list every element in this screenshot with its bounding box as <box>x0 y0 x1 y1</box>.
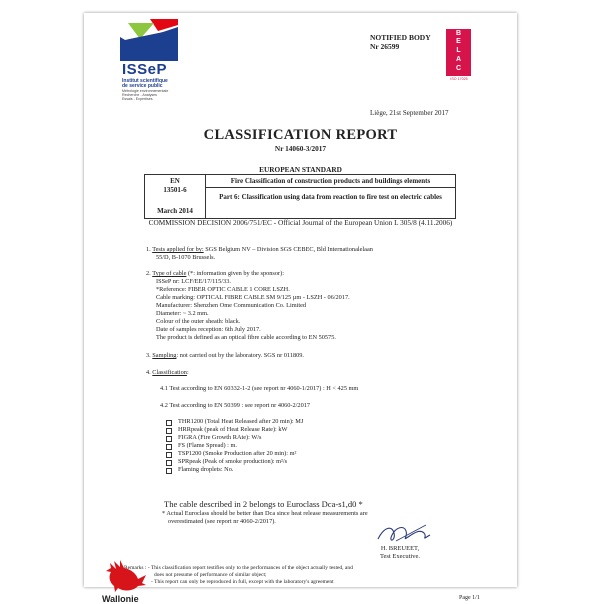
remarks: Remarks : - This classification report testifies only to the performances of the object actually tested, and does not presume of performance of similar object; - This report can only be reproduced in full, except with the laboratory's agreement <box>124 565 353 585</box>
type-line: Diameter: ~ 3.2 mm. <box>156 310 209 317</box>
checkbox-icon <box>166 444 172 450</box>
section-sampling: 3. Sampling: not carried out by the laboratory. SGS nr 011809. <box>146 352 304 359</box>
wallonie-rooster-icon <box>104 559 149 593</box>
param-item: THR1200 (Total Heat Released after 20 min): MJ <box>178 418 303 426</box>
issep-logo-caption: Institut scientifique de service public Métrologie environnementale Recherche - Analyses Essais - Expertises <box>122 78 169 102</box>
param-item: Flaming droplets: No. <box>178 466 233 474</box>
section-type-of-cable: 2. Type of cable (*: information given by the sponsor): <box>146 270 284 277</box>
param-item: HRRpeak (peak of Heat Release Rate): kW <box>178 426 287 434</box>
section-tests-applied: 1. Tests applied for by: SGS Belgium NV – Division SGS CEBEC, Bld Internationalelaan <box>146 246 373 253</box>
type-line: Cable marking: OPTICAL FIBRE CABLE SM 9/125 µm - LSZH - 06/2017. <box>156 294 350 301</box>
euroclass-statement: The cable described in 2 belongs to Euroclass Dca-s1,d0 * <box>164 499 363 509</box>
report-title: CLASSIFICATION REPORT <box>203 127 398 143</box>
type-line: *Reference: FIBER OPTIC CABLE 1 CORE LSZH. <box>156 286 290 293</box>
commission-decision: COMMISSION DECISION 2006/751/EC - Official Journal of the European Union L 305/8 (4.11.2006) <box>148 218 453 227</box>
param-item: FS (Flame Spread) : m. <box>178 442 237 450</box>
checkbox-icon <box>166 436 172 442</box>
report-page <box>84 13 517 604</box>
checkbox-icon <box>166 428 172 434</box>
page-number: Page 1/1 <box>459 595 480 601</box>
type-line: Colour of the outer sheath: black. <box>156 318 241 325</box>
section-classification: 4. Classification: <box>146 369 189 376</box>
type-line: Date of samples reception: 6th July 2017. <box>156 326 261 333</box>
standard-title-cell: Fire Classification of construction products and buildings elements <box>206 175 455 188</box>
standard-code-cell: EN 13501-6 March 2014 <box>145 175 206 218</box>
standard-part-cell: Part 6: Classification using data from reaction to fire test on electric cables <box>219 193 442 201</box>
type-line: The product is defined as an optical fibre cable according to EN 50575. <box>156 334 336 341</box>
european-standard-heading: EUROPEAN STANDARD <box>259 165 342 174</box>
signatory: H. BREUEET, Test Executive. <box>380 545 420 560</box>
param-item: TSP1200 (Smoke Production after 20 min): m² <box>178 450 296 458</box>
checkbox-icon <box>166 460 172 466</box>
notified-body: NOTIFIED BODY Nr 26599 <box>370 33 431 51</box>
checkbox-icon <box>166 468 172 474</box>
param-item: SPRpeak (Peak of smoke production): m²/s <box>178 458 287 466</box>
belac-badge-icon: B E L A C <box>446 29 471 76</box>
report-date: Liège, 21st September 2017 <box>370 109 449 117</box>
issep-logo-icon <box>120 17 178 61</box>
wallonie-label: Wallonie <box>102 594 139 604</box>
checkbox-icon <box>166 420 172 426</box>
checkbox-icon <box>166 452 172 458</box>
test-4-1: 4.1 Test according to EN 60332-1-2 (see report nr 4060-1/2017) : H < 425 mm <box>160 385 359 392</box>
belac-caption: N° 065-TEST ISO 17025 <box>448 72 470 81</box>
issep-logo-name: ISSeP <box>122 61 168 78</box>
report-number: Nr 14060-3/2017 <box>274 144 327 153</box>
param-item: FIGRA (Fire Growth RAte): W/s <box>178 434 262 442</box>
tests-applied-address: 55/D, B-1070 Brussels. <box>156 254 216 261</box>
signature-icon <box>374 521 434 547</box>
test-4-2: 4.2 Test according to EN 50399 : see report nr 4060-2/2017 <box>160 402 311 409</box>
standard-table <box>144 174 456 219</box>
type-line: Manufacturer: Shenzhen Ome Communication Co. Limited <box>156 302 307 309</box>
type-line: ISSeP nr: LCF/EE/17/115/33. <box>156 278 231 285</box>
euroclass-note: * Actual Euroclass should be better than Dca since heat release measurements are overestimated (see report nr 4060-2/2017). <box>162 510 368 525</box>
